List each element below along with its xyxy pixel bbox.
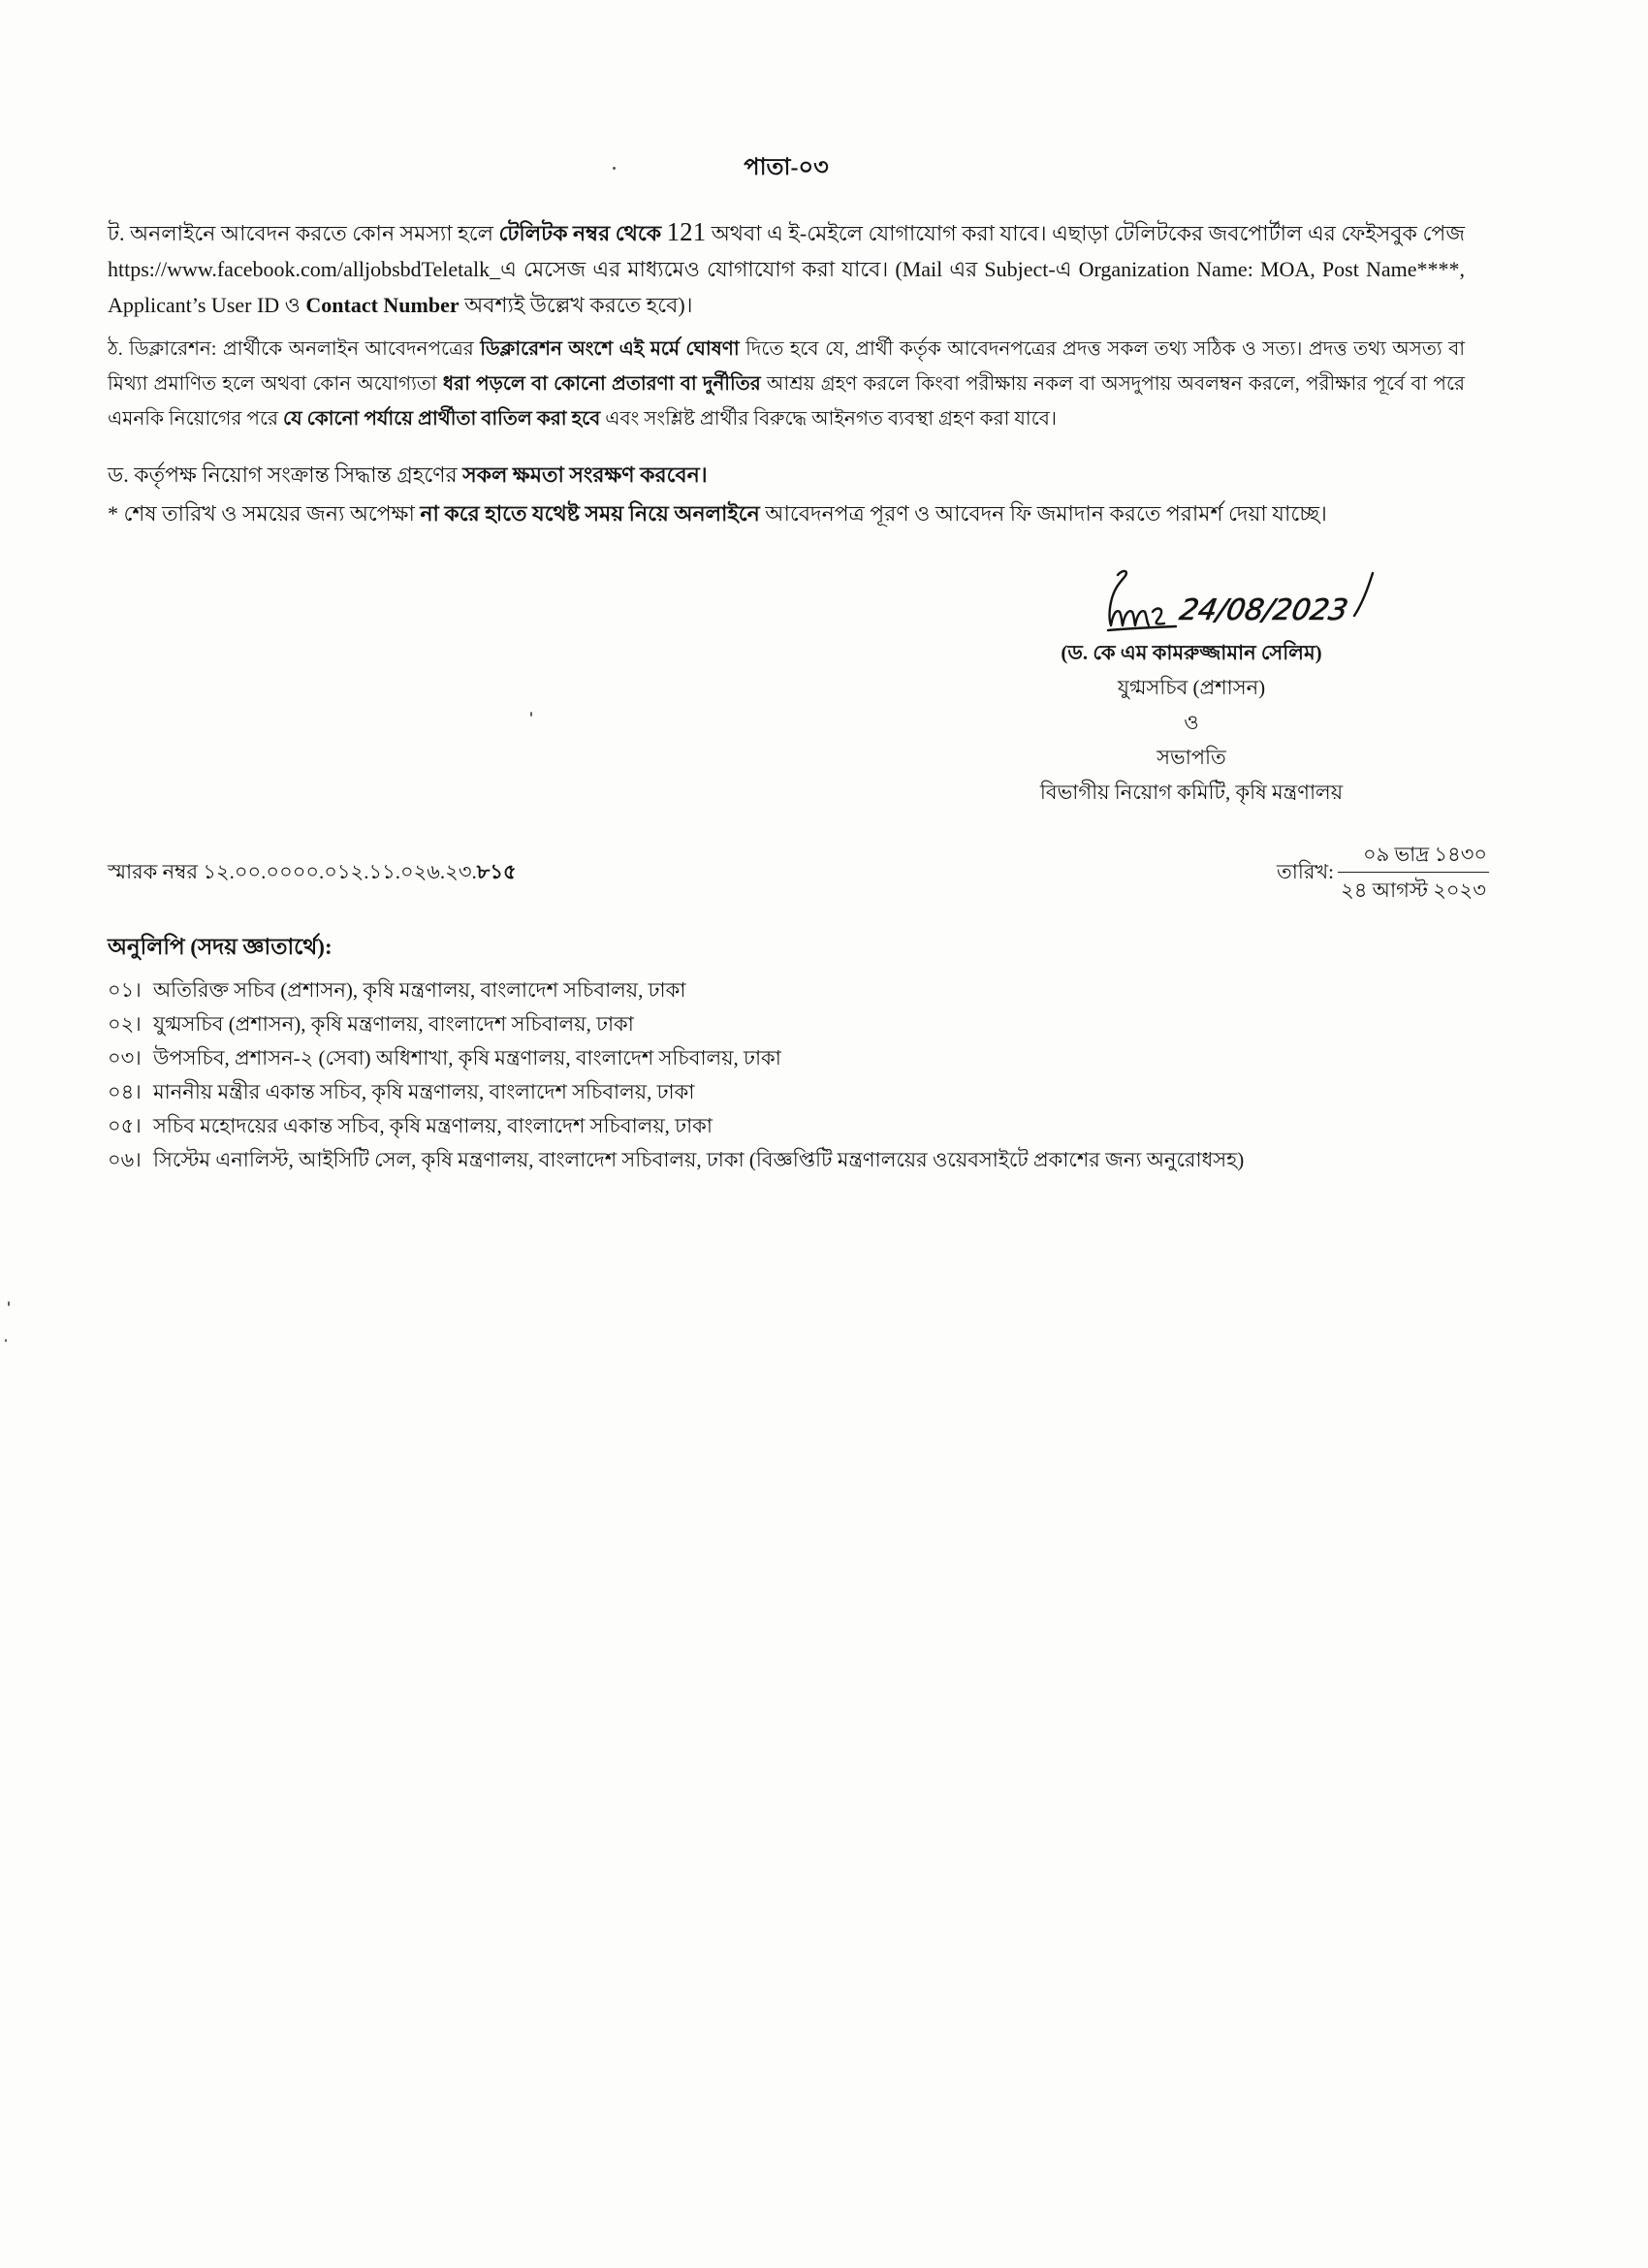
- declaration-text-2: দিতে হবে যে, প্রার্থী কর্তৃক আবেদনপত্রের প্রদত্ত সকল তথ্য সঠিক ও সত্য। প্রদত্ত তথ্য অসত্য বা মিথ্যা প্রমাণিত হলে অথবা কোন অযোগ্যতা: [108, 338, 1466, 395]
- instruction-ta-text-1: ট. অনলাইনে আবেদন করতে কোন সমস্যা হলে: [108, 221, 493, 245]
- declaration-emphasis-1: ডিক্লারেশন অংশে এই মর্মে ঘোষণা: [480, 338, 740, 360]
- signatory-block: [949, 567, 1434, 810]
- date-gregorian: ২৪ আগস্ট ২০২৩: [1341, 878, 1486, 902]
- copy-recipient: [108, 974, 1489, 1007]
- note-text-1: * শেষ তারিখ ও সময়ের জন্য অপেক্ষা: [108, 501, 415, 526]
- copy-recipient-number: ০৫।: [108, 1114, 142, 1137]
- signature-tail: [1354, 573, 1373, 616]
- instruction-ta-contact-support: [108, 215, 1465, 323]
- copy-recipient-number: ০২।: [108, 1012, 142, 1036]
- copy-distribution-heading: অনুলিপি (সদয় জ্ঞাতার্থে):: [108, 935, 333, 959]
- handwritten-signature: [1094, 567, 1385, 635]
- copy-recipient-text: মাননীয় মন্ত্রীর একান্ত সচিব, কৃষি মন্ত্রণালয়, বাংলাদেশ সচিবালয়, ঢাকা: [153, 1080, 695, 1103]
- teletalk-number-phrase: টেলিটক নম্বর থেকে: [498, 221, 662, 245]
- note-emphasis: না করে হাতে যথেষ্ট সময় নিয়ে অনলাইনে: [420, 501, 760, 526]
- page-number-label: পাতা-০৩: [744, 155, 829, 180]
- date-bangla-calendar: ০৯ ভাদ্র ১৪৩০: [1338, 837, 1489, 873]
- instruction-tha-declaration: [108, 332, 1465, 436]
- authority-emphasis: সকল ক্ষমতা সংরক্ষণ করবেন।: [462, 463, 708, 487]
- scan-speck: [5, 1339, 7, 1342]
- signatory-designation: যুগ্মসচিব (প্রশাসন): [1117, 676, 1266, 699]
- copy-recipient-text: সিস্টেম এনালিস্ট, আইসিটি সেল, কৃষি মন্ত্রণালয়, বাংলাদেশ সচিবালয়, ঢাকা (বিজ্ঞপ্তিটি মন্ত্রণালয়ের ওয়েবসাইটে প্রকাশের জন্য অনুরোধসহ): [153, 1148, 1245, 1171]
- declaration-text-3: আশ্রয় গ্রহণ করলে কিংবা পরীক্ষায় নকল বা অসদুপায় অবলম্বন করলে, পরীক্ষার পূর্বে বা পরে এমনকি নিয়োগের পরে: [108, 373, 1466, 430]
- copy-recipient-text: অতিরিক্ত সচিব (প্রশাসন), কৃষি মন্ত্রণালয়, বাংলাদেশ সচিবালয়, ঢাকা: [153, 978, 686, 1002]
- signature-scribble: [1108, 571, 1176, 630]
- copy-recipient-number: ০১।: [108, 978, 142, 1002]
- copy-recipient: [108, 1109, 1489, 1143]
- memo-row: [108, 836, 1489, 908]
- copy-recipient: [108, 1041, 1489, 1075]
- issue-date: [1277, 837, 1489, 908]
- instruction-da-authority: [108, 457, 1465, 494]
- note-text-2: আবেদনপত্র পূরণ ও আবেদন ফি জমাদান করতে পরামর্শ দেয়া যাচ্ছে।: [765, 501, 1327, 526]
- scan-speck: [8, 1301, 10, 1306]
- copy-recipient-number: ০৪।: [108, 1080, 142, 1103]
- date-fraction: [1338, 837, 1489, 908]
- memo-serial: ৮১৫: [476, 860, 517, 883]
- instruction-ta-text-3: অবশ্যই উল্লেখ করতে হবে)।: [464, 293, 693, 317]
- instruction-ta-text-2: অথবা এ ই-মেইলে যোগাযোগ করা যাবে। এছাড়া টেলিটকের জবপোর্টাল এর ফেইসবুক পেজ https://www.facebook.com/alljobsbdTeletalk_এ মেসেজ এর মাধ্যমেও যোগাযোগ করা যাবে। (Mail এর Subject-এ Organization Name: MOA, Post Name****, Applicant’s User ID ও: [108, 221, 1466, 317]
- declaration-text-1: ঠ. ডিক্লারেশন: প্রার্থীকে অনলাইন আবেদনপত্রের: [108, 338, 474, 360]
- declaration-text-4: এবং সংশ্লিষ্ট প্রার্থীর বিরুদ্ধে আইনগত ব্যবস্থা গ্রহণ করা যাবে।: [605, 408, 1058, 430]
- copy-recipient-text: যুগ্মসচিব (প্রশাসন), কৃষি মন্ত্রণালয়, বাংলাদেশ সচিবালয়, ঢাকা: [153, 1012, 634, 1036]
- date-label: তারিখ:: [1276, 860, 1334, 883]
- copy-recipient: [108, 1007, 1489, 1041]
- signatory-committee: বিভাগীয় নিয়োগ কমিটি, কৃষি মন্ত্রণালয়: [1039, 781, 1344, 804]
- copy-recipient-number: ০৩।: [108, 1046, 142, 1070]
- copy-recipient: [108, 1075, 1489, 1109]
- copy-recipient-text: উপসচিব, প্রশাসন-২ (সেবা) অধিশাখা, কৃষি মন্ত্রণালয়, বাংলাদেশ সচিবালয়, ঢাকা: [153, 1046, 781, 1070]
- signatory-role: সভাপতি: [1157, 746, 1226, 769]
- copy-recipient-list: [108, 974, 1489, 1177]
- declaration-emphasis-3: যে কোনো পর্যায়ে প্রার্থীতা বাতিল করা হবে: [283, 408, 601, 430]
- copy-recipient-number: ০৬।: [108, 1148, 142, 1171]
- signature-date-handwriting: 24/08/2023: [1177, 593, 1351, 627]
- document-content: [108, 152, 1489, 1177]
- authority-text: ড. কর্তৃপক্ষ নিয়োগ সংক্রান্ত সিদ্ধান্ত গ্রহণের: [108, 463, 458, 487]
- copy-distribution: [108, 930, 1489, 1177]
- copy-recipient: [108, 1143, 1489, 1177]
- deadline-advice-note: [108, 495, 1465, 532]
- declaration-emphasis-2: ধরা পড়লে বা কোনো প্রতারণা বা দুর্নীতির: [442, 373, 761, 395]
- memo-number: [108, 854, 517, 889]
- copy-recipient-text: সচিব মহোদয়ের একান্ত সচিব, কৃষি মন্ত্রণালয়, বাংলাদেশ সচিবালয়, ঢাকা: [153, 1114, 713, 1137]
- memo-number-prefix: স্মারক নম্বর ১২.০০.০০০০.০১২.১১.০২৬.২৩.: [108, 860, 477, 883]
- signatory-name: (ড. কে এম কামরুজ্জামান সেলিম): [1061, 641, 1322, 664]
- signatory-conjunction: ও: [1184, 711, 1199, 734]
- helpline-number: 121: [666, 217, 707, 246]
- contact-number-phrase: Contact Number: [305, 293, 460, 317]
